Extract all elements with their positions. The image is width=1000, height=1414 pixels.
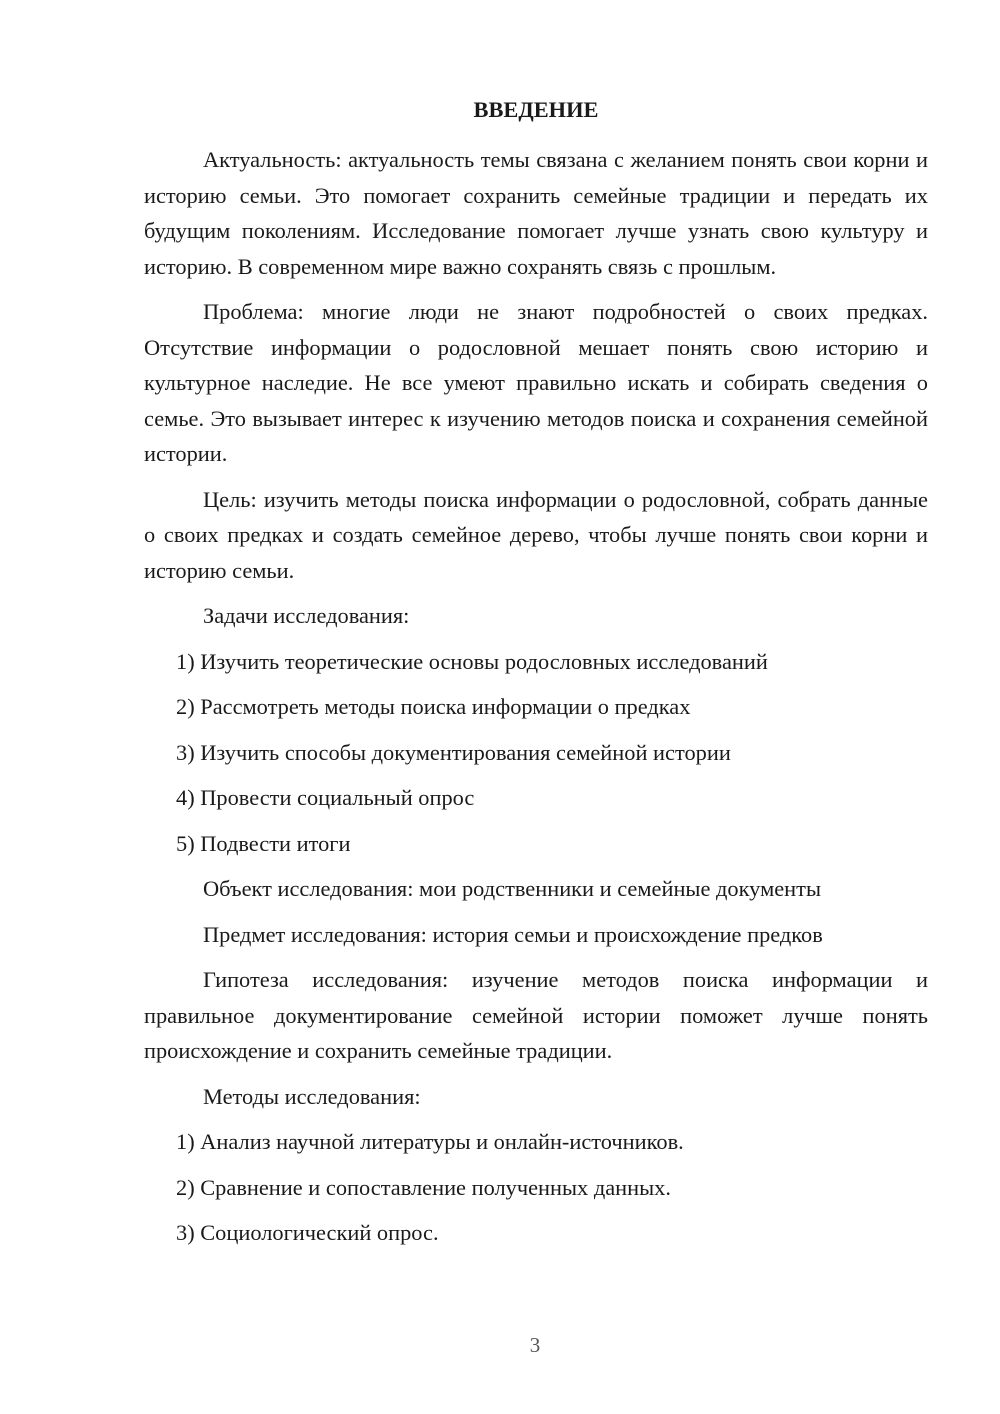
task-item: 2) Рассмотреть методы поиска информации о предках: [176, 694, 691, 719]
task-item: 1) Изучить теоретические основы родословных исследований: [176, 648, 768, 674]
task-item: 4) Провести социальный опрос: [176, 785, 475, 810]
hypothesis-paragraph: Гипотеза исследования: изучение методов поиска информации и правильное документирование семейной истории поможет лучше понять происхождение и сохранить семейные традиции.: [144, 967, 928, 1063]
page-number: 3: [529, 1333, 541, 1357]
task-item: 5) Подвести итоги: [176, 830, 351, 856]
method-item: 1) Анализ научной литературы и онлайн-источников.: [176, 1129, 684, 1154]
method-item: 3) Социологический опрос.: [176, 1220, 439, 1245]
goal-paragraph: Цель: изучить методы поиска информации о родословной, собрать данные о своих предках и создать семейное дерево, чтобы лучше понять свои корни и историю семьи.: [144, 486, 928, 583]
method-item: 2) Сравнение и сопоставление полученных данных.: [176, 1174, 671, 1200]
document-page: [144, 96, 928, 1261]
relevance-paragraph: Актуальность: актуальность темы связана с желанием понять свои корни и историю семьи. Это помогает сохранить семейные традиции и передать их будущим поколениям. Исследование помогает лучше узнать свою культуру и историю. В современном мире важно сохранять связь с прошлым.: [144, 147, 928, 279]
problem-paragraph: Проблема: многие люди не знают подробностей о своих предках. Отсутствие информации о родословной мешает понять свою историю и культурное наследие. Не все умеют правильно искать и собирать сведения о семье. Это вызывает интерес к изучению методов поиска и сохранения семейной истории.: [144, 299, 928, 466]
task-item: 3) Изучить способы документирования семейной истории: [176, 739, 731, 765]
subject-line: Предмет исследования: история семьи и происхождение предков: [203, 921, 823, 947]
tasks-heading: Задачи исследования:: [203, 603, 410, 628]
section-title: ВВЕДЕНИЕ: [473, 97, 599, 122]
object-line: Объект исследования: мои родственники и семейные документы: [203, 876, 821, 901]
methods-heading: Методы исследования:: [203, 1083, 421, 1109]
